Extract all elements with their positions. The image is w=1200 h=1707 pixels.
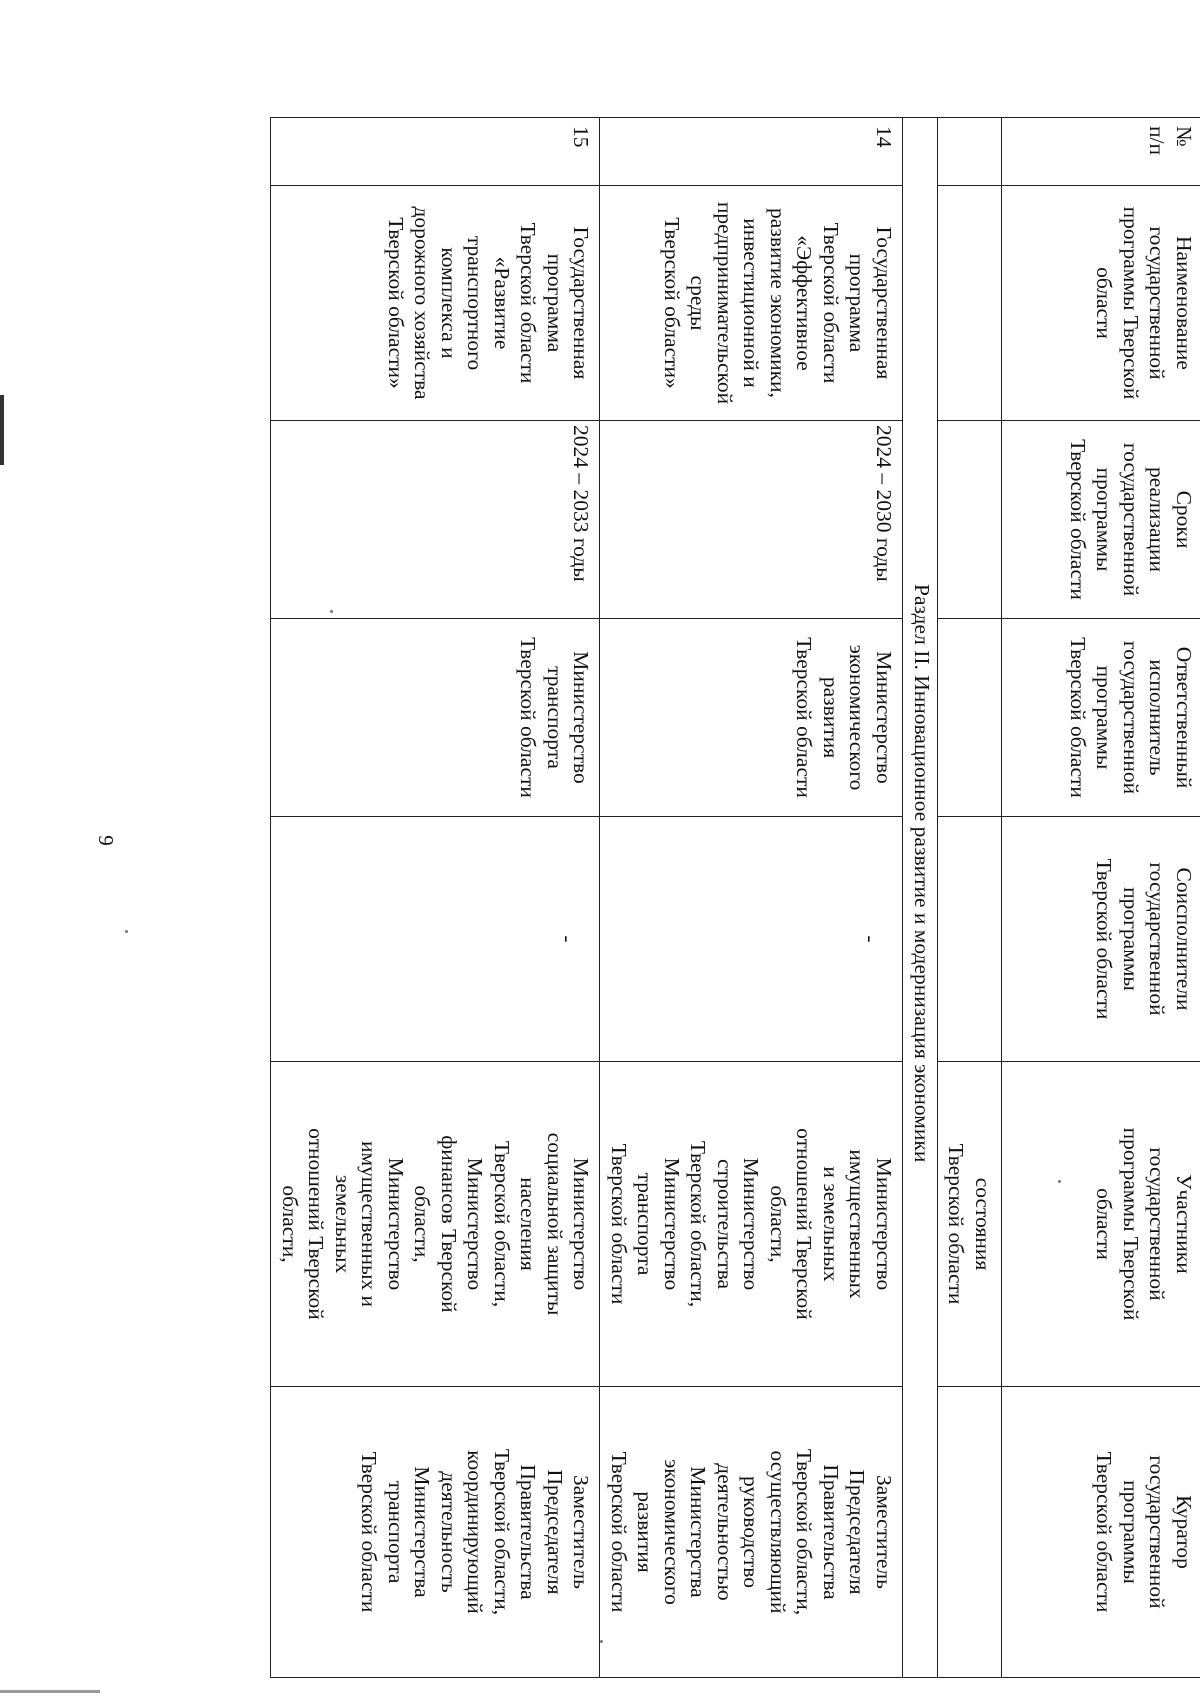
- row-terms: 2024 – 2033 годы: [271, 421, 600, 619]
- section-title: Раздел II. Инновационное развитие и модернизация экономики: [903, 118, 938, 1678]
- header-num: № п/п: [1002, 118, 1200, 186]
- header-participants: Участники государственной программы Тверской области: [1002, 1062, 1200, 1387]
- programs-table: [271, 117, 1200, 1678]
- row-responsible: Министерство экономического развития Тверской области: [600, 619, 903, 817]
- table-cell: [938, 186, 1002, 421]
- continuation-row: [938, 118, 1002, 1678]
- row-curator: Заместитель Председателя Правительства Тверской области, осуществляющий руководство деятельностью Министерства экономического развития Тверской области: [600, 1387, 903, 1678]
- scan-bottom-mark: [0, 1690, 100, 1693]
- row-num: 15: [271, 118, 600, 186]
- row-participants: Министерство имущественных и земельных отношений Тверской области, Министерство строительства Тверской области, Министерство транспорта Тверской области: [600, 1062, 903, 1387]
- page-number: 9: [93, 835, 118, 846]
- table-row: [600, 118, 903, 1678]
- scan-speck: [125, 930, 128, 933]
- table-cell: [938, 118, 1002, 186]
- table-cell: [938, 421, 1002, 619]
- row-terms: 2024 – 2030 годы: [600, 421, 903, 619]
- table-cell: [938, 619, 1002, 817]
- table-header-row: [1002, 118, 1200, 1678]
- section-row: [903, 118, 938, 1678]
- row-coexecutors: -: [600, 817, 903, 1062]
- continuation-participants: состояния Тверской области: [938, 1062, 1002, 1387]
- row-num: 14: [600, 118, 903, 186]
- header-coexecutors: Соисполнители государственной программы Тверской области: [1002, 817, 1200, 1062]
- header-name: Наименование государственной программы Тверской области: [1002, 186, 1200, 421]
- row-curator: Заместитель Председателя Правительства Тверской области, координирующий деятельность Министерства транспорта Тверской области: [271, 1387, 600, 1678]
- header-responsible: Ответственный исполнитель государственной программы Тверской области: [1002, 619, 1200, 817]
- row-responsible: Министерство транспорта Тверской области: [271, 619, 600, 817]
- rotated-table-container: [278, 117, 1200, 1677]
- row-coexecutors: -: [271, 817, 600, 1062]
- table-cell: [938, 817, 1002, 1062]
- row-participants: Министерство социальной защиты населения Тверской области, Министерство финансов Тверской области, Министерство имущественных и земельных отношений Тверской области,: [271, 1062, 600, 1387]
- scan-edge-mark: [0, 395, 4, 465]
- row-program-name: Государственная программа Тверской области «Развитие транспортного комплекса и дорожного хозяйства Тверской области»: [271, 186, 600, 421]
- table-row: [271, 118, 600, 1678]
- header-terms: Сроки реализации государственной программы Тверской области: [1002, 421, 1200, 619]
- header-curator: Куратор государственной программы Тверской области: [1002, 1387, 1200, 1678]
- table-cell: [938, 1387, 1002, 1678]
- row-program-name: Государственная программа Тверской области «Эффективное развитие экономики, инвестиционной и предпринимательской среды Тверской области»: [600, 186, 903, 421]
